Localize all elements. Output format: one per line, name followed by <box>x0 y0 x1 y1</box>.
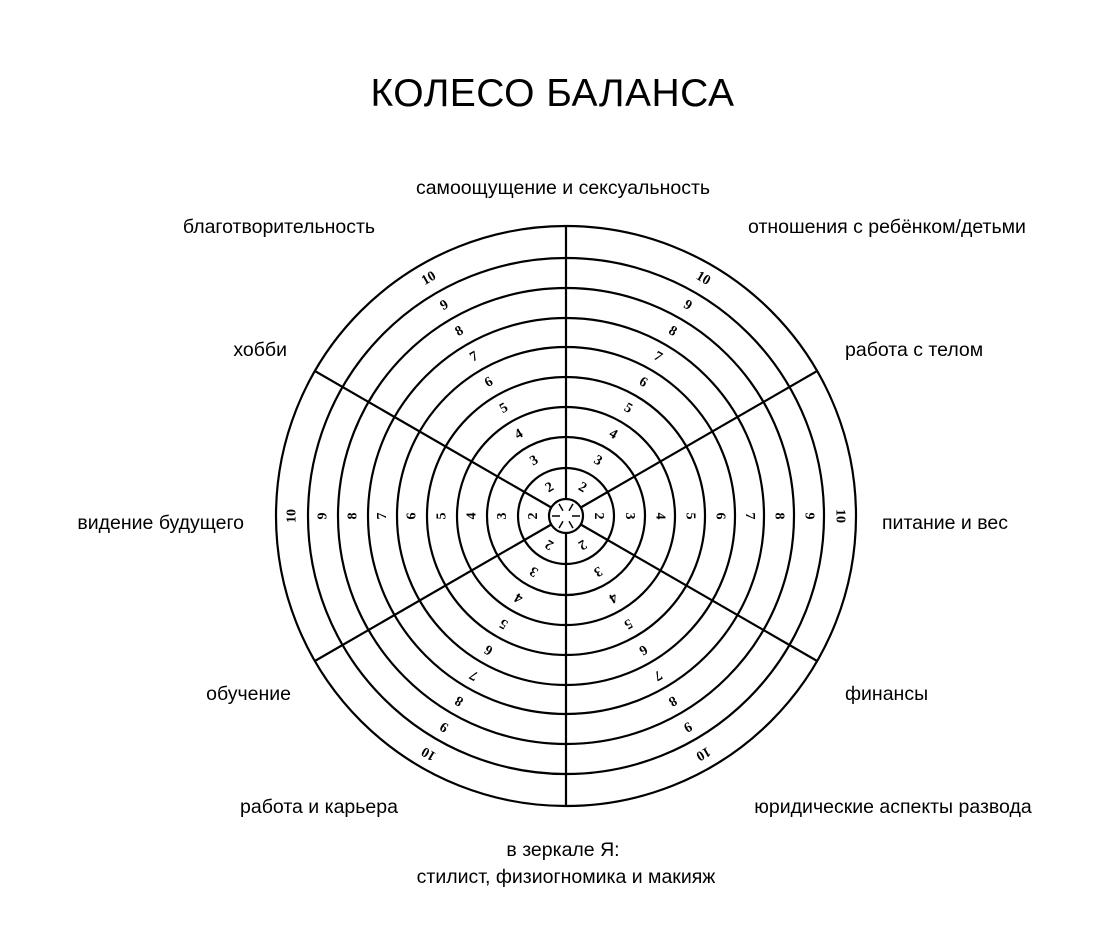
segment-label-mirror-line1: в зеркале Я: <box>506 839 620 861</box>
ring-number: 10 <box>693 743 713 764</box>
segment-label-finances: финансы <box>845 683 929 705</box>
ring-number: 4 <box>606 589 620 606</box>
ring-number: 8 <box>665 323 680 340</box>
ring-1-tick <box>569 521 573 528</box>
ring-number: 9 <box>680 297 695 314</box>
ring-number: 7 <box>467 666 482 684</box>
ring-number: 5 <box>497 615 511 632</box>
segment-label-nutrition-weight: питание и вес <box>882 512 1008 534</box>
ring-number: 4 <box>512 426 526 443</box>
ring-number: 10 <box>284 509 300 523</box>
ring-number: 3 <box>622 512 637 520</box>
ring-number: 9 <box>315 512 331 520</box>
ring-number: 4 <box>606 426 620 443</box>
ring-number: 8 <box>452 692 467 709</box>
ring-number: 7 <box>375 512 390 520</box>
ring-number: 5 <box>621 400 635 417</box>
segment-label-education: обучение <box>206 683 291 705</box>
ring-number: 2 <box>542 535 557 553</box>
ring-number: 2 <box>542 479 557 497</box>
ring-number: 6 <box>404 512 420 520</box>
ring-number: 4 <box>464 512 480 520</box>
ring-number: 4 <box>652 512 668 520</box>
ring-number: 6 <box>482 641 496 658</box>
ring-number: 8 <box>345 512 361 520</box>
page-title: КОЛЕСО БАЛАНСА <box>370 72 735 115</box>
ring-number: 9 <box>437 718 452 735</box>
ring-number: 9 <box>801 512 817 520</box>
segment-label-mirror-line2: стилист, физиогномика и макияж <box>416 866 716 888</box>
segment-label-hobby: хобби <box>233 339 287 361</box>
ring-number: 5 <box>497 400 511 417</box>
ring-number: 8 <box>452 323 467 340</box>
ring-number: 5 <box>682 512 698 520</box>
ring-number: 8 <box>771 512 787 520</box>
ring-number: 3 <box>527 452 542 470</box>
ring-1-tick <box>569 504 573 511</box>
ring-number: 2 <box>575 479 590 497</box>
segment-label-charity: благотворительность <box>182 216 376 238</box>
ring-number: 2 <box>526 512 541 520</box>
ring-number: 2 <box>575 535 590 553</box>
ring-number: 3 <box>590 562 605 580</box>
ring-number: 10 <box>419 743 439 764</box>
ring-number: 3 <box>527 562 542 580</box>
ring-number: 6 <box>482 374 496 391</box>
segment-label-self-sexuality: самоощущение и сексуальность <box>415 177 711 199</box>
ring-number: 7 <box>650 348 665 366</box>
ring-number: 6 <box>636 641 650 658</box>
ring-1-tick <box>559 504 563 511</box>
ring-number: 3 <box>590 452 605 470</box>
segment-label-body-work: работа с телом <box>845 339 984 361</box>
ring-number: 10 <box>832 509 848 523</box>
ring-number: 7 <box>467 348 482 366</box>
segment-label-future-vision: видение будущего <box>77 512 244 534</box>
segment-label-work-career: работа и карьера <box>240 796 398 818</box>
ring-number: 10 <box>419 268 439 289</box>
segment-label-divorce-legal: юридические аспекты развода <box>754 796 1032 818</box>
ring-number: 6 <box>636 374 650 391</box>
ring-number: 10 <box>693 268 713 289</box>
ring-number: 4 <box>512 589 526 606</box>
ring-number: 8 <box>665 692 680 709</box>
ring-number: 2 <box>591 512 606 520</box>
ring-number: 9 <box>437 297 452 314</box>
ring-number: 5 <box>434 512 450 520</box>
ring-number: 7 <box>650 666 665 684</box>
ring-number: 5 <box>621 615 635 632</box>
ring-1-tick <box>559 521 563 528</box>
ring-number: 6 <box>712 512 728 520</box>
ring-number: 3 <box>495 512 510 520</box>
segment-label-children: отношения с ребёнком/детьми <box>748 216 1026 238</box>
ring-number: 9 <box>680 718 695 735</box>
ring-number: 7 <box>742 512 757 520</box>
